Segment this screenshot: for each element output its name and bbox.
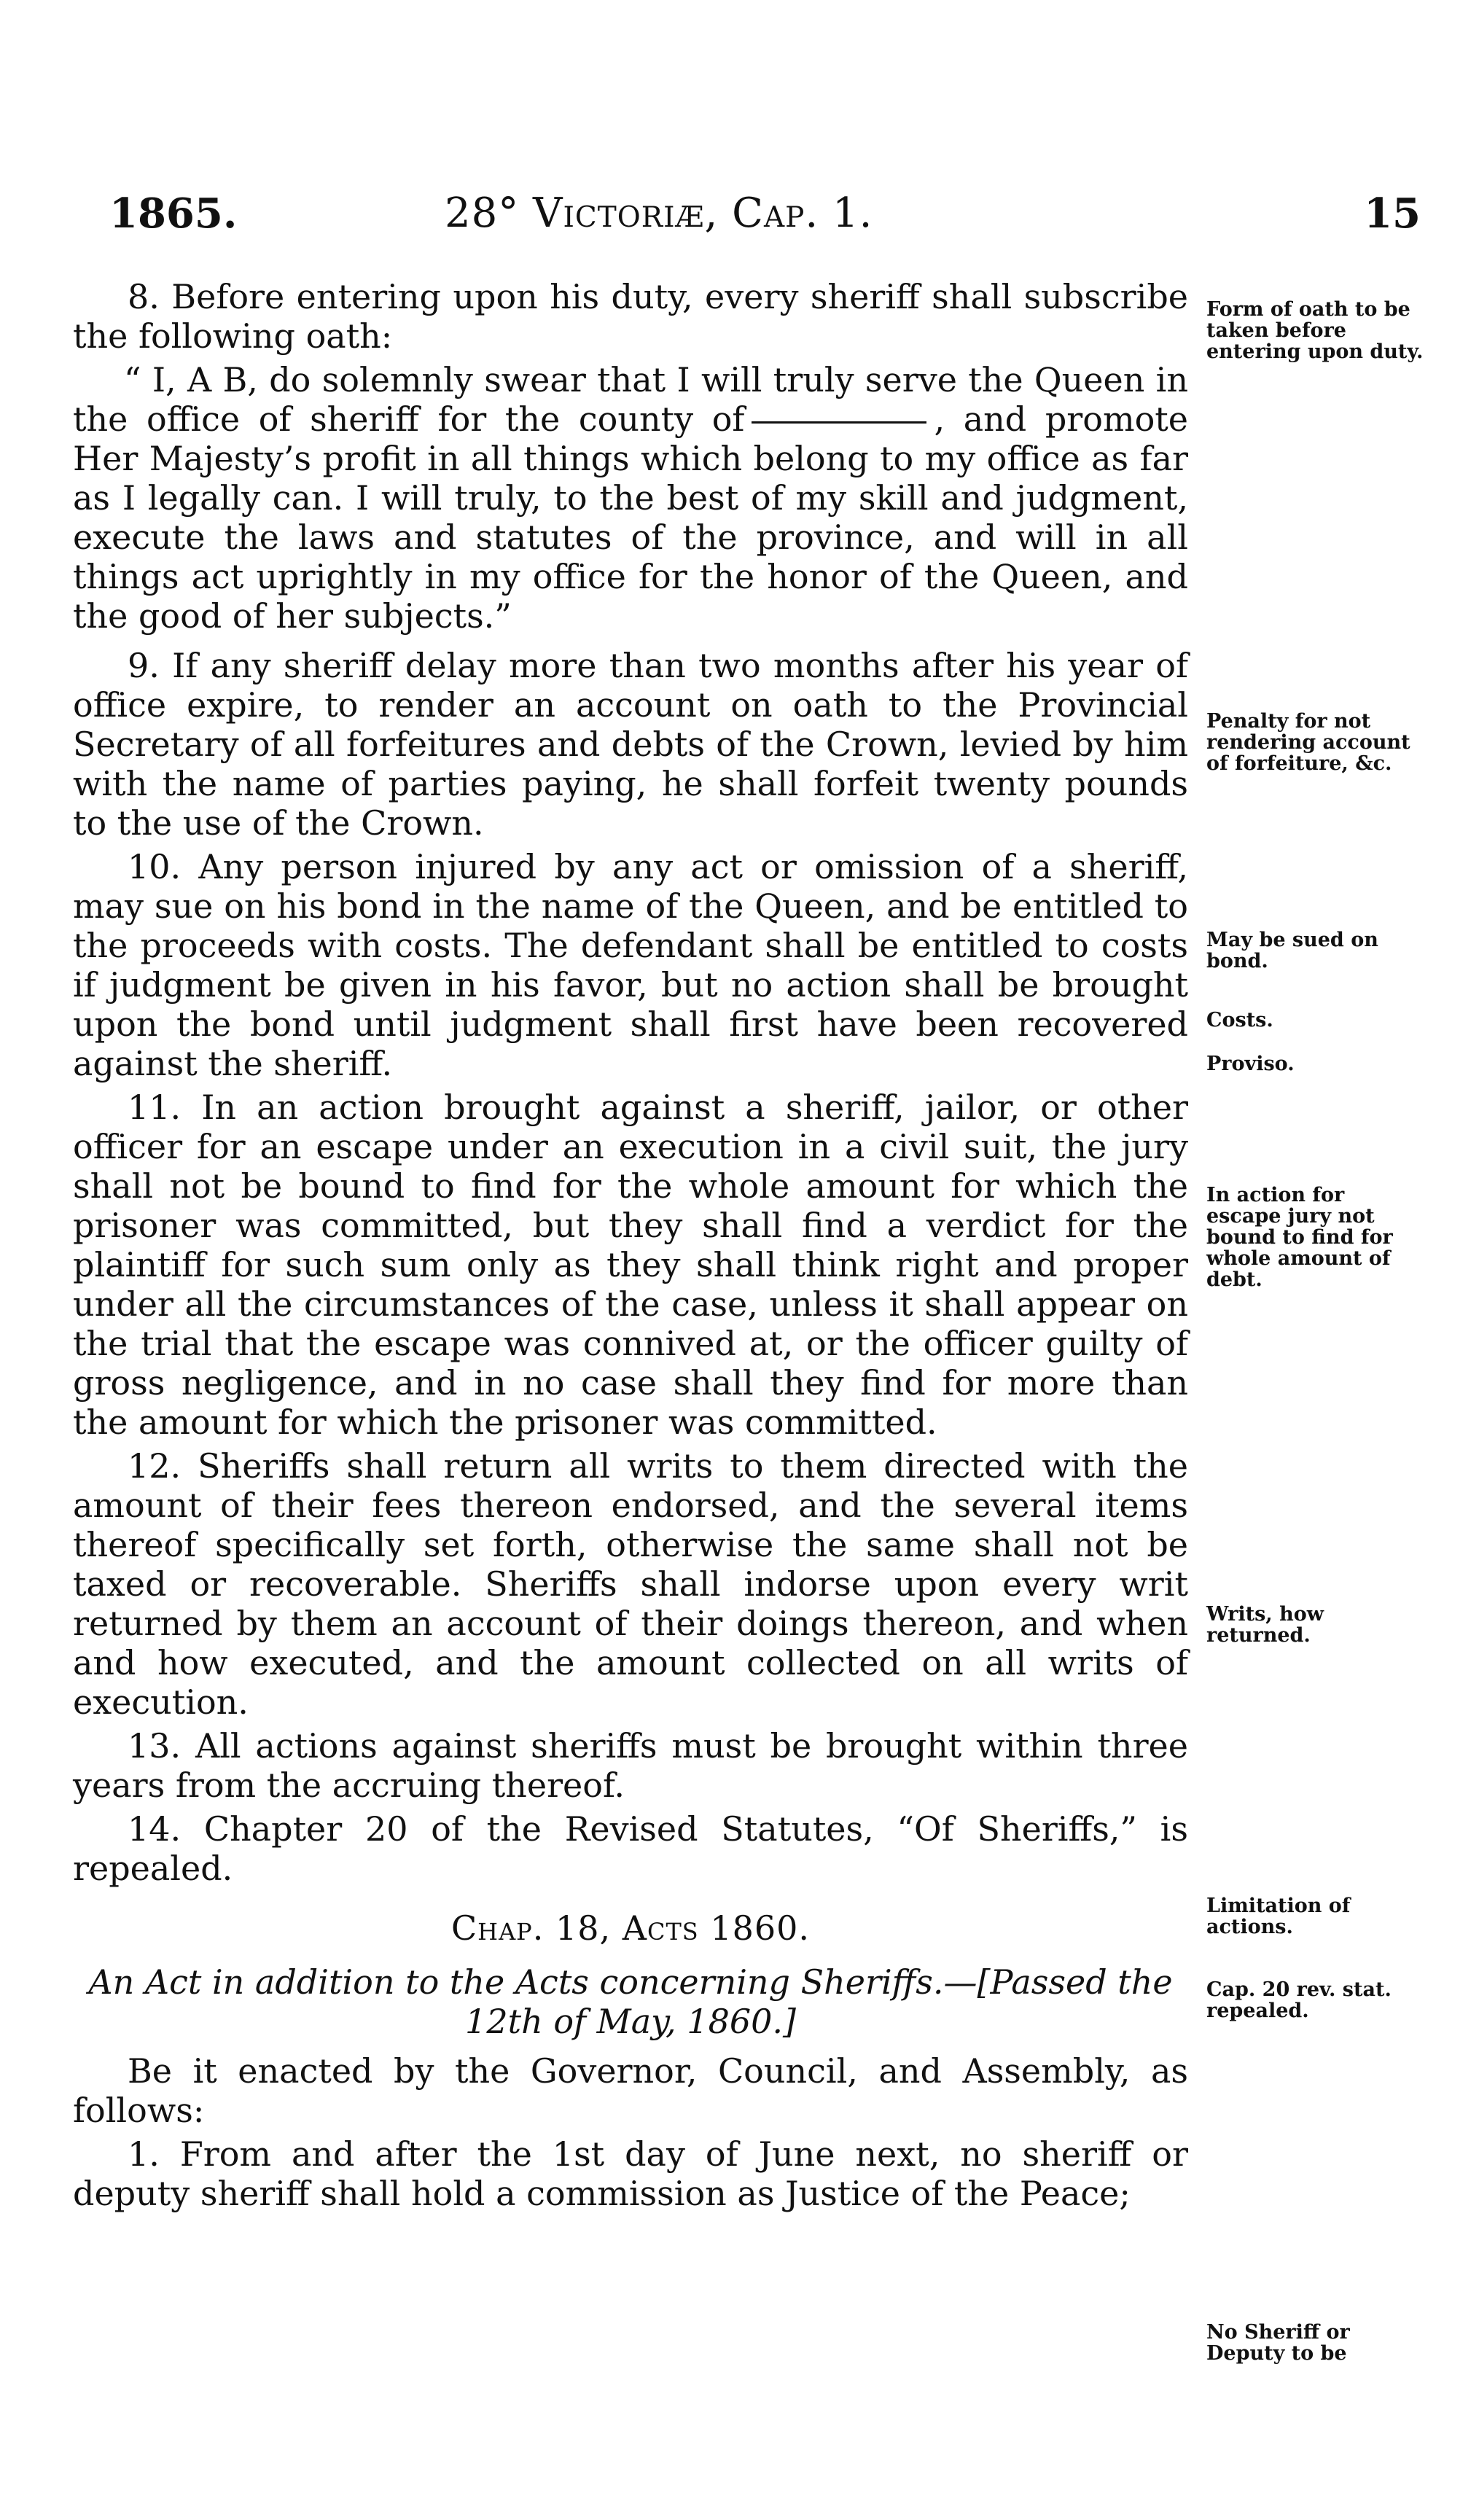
margin-note-penalty: Penalty for not rendering account of forfeiture, &c. — [1206, 710, 1410, 775]
margin-note-no-sheriff: No Sheriff or Deputy to be — [1206, 2321, 1350, 2365]
enacting-clause: Be it enacted by the Governor, Council, and Assembly, as follows: — [73, 2051, 1188, 2130]
section-12: 12. Sheriffs shall return all writs to them directed with the amount of their fees thereon endorsed, and the several items thereof specifically set forth, otherwise the same shall not be taxed or recoverable. Sheriffs shall indorse upon every writ returned by them an account of their doings thereon, and when and how executed, and the amount collected on all writs of execution. — [73, 1446, 1188, 1722]
margin-note-oath: Form of oath to be taken before entering upon duty. — [1206, 298, 1424, 363]
oath-text-start: “ I, A B, do solemnly swear that I will truly serve the Queen in the office of sheriff for the county of — [73, 360, 1188, 439]
section-9: 9. If any sheriff delay more than two months after his year of office expire, to render an account on oath to the Provincial Secretary of all forfeitures and debts of the Crown, levied by him with the name of parties paying, he shall forfeit twenty pounds to the use of the Crown. — [73, 646, 1188, 843]
oath-text-end: , and promote Her Majesty’s profit in all things which belong to my office as far as I legally can. I will truly, to the best of my skill and judgment, execute the laws and statutes of the province, and will in all things act uprightly in my office for the honor of the Queen, and the good of her subjects.” — [73, 399, 1189, 636]
margin-note-escape: In action for escape jury not bound to find for whole amount of debt. — [1206, 1184, 1393, 1291]
chapter-heading: Chap. 18, Acts 1860. — [450, 1908, 811, 1948]
margin-note-proviso: Proviso. — [1206, 1053, 1295, 1075]
section-14: 14. Chapter 20 of the Revised Statutes, “Of Sheriffs,” is repealed. — [73, 1809, 1188, 1888]
margin-note-writs: Writs, how returned. — [1206, 1603, 1324, 1647]
main-text-column — [73, 277, 1188, 2217]
page-number: 15 — [1364, 190, 1421, 238]
section-13: 13. All actions against sheriffs must be brought within three years from the accruing thereof. — [73, 1726, 1188, 1805]
margin-note-costs: Costs. — [1206, 1009, 1273, 1031]
section-10: 10. Any person injured by any act or omission of a sheriff, may sue on his bond in the name of the Queen, and be entitled to the proceeds with costs. The defendant shall be entitled to costs if judgment be given in his favor, but no action shall be brought upon the bond until judgment shall first have been recovered against the sheriff. — [73, 847, 1188, 1083]
running-header — [0, 190, 1479, 248]
oath-text — [73, 360, 1188, 636]
act-section-1: 1. From and after the 1st day of June next, no sheriff or deputy sheriff shall hold a commission as Justice of the Peace; — [73, 2134, 1188, 2213]
section-11: 11. In an action brought against a sheriff, jailor, or other officer for an escape under an execution in a civil suit, the jury shall not be bound to find for the whole amount for which the prisoner was committed, but they shall find a verdict for the plaintiff for such sum only as they shall think right and proper under all the circumstances of the case, unless it shall appear on the trial that the escape was connived at, or the officer guilty of gross negligence, and in no case shall they find for more than the amount for which the prisoner was committed. — [73, 1088, 1188, 1442]
section-8: 8. Before entering upon his duty, every sheriff shall subscribe the following oath: — [73, 277, 1188, 356]
margin-note-repealed: Cap. 20 rev. stat. repealed. — [1206, 1978, 1392, 2022]
header-title: 28° Victoriæ, Cap. 1. — [445, 190, 873, 237]
margin-note-limitation: Limitation of actions. — [1206, 1895, 1351, 1938]
header-year: 1865. — [109, 190, 238, 238]
blank-line — [752, 421, 926, 424]
act-title: An Act in addition to the Acts concerning Sheriffs.—[Passed the 12th of May, 1860.] — [88, 1962, 1173, 2041]
margin-note-bond: May be sued on bond. — [1206, 929, 1378, 972]
